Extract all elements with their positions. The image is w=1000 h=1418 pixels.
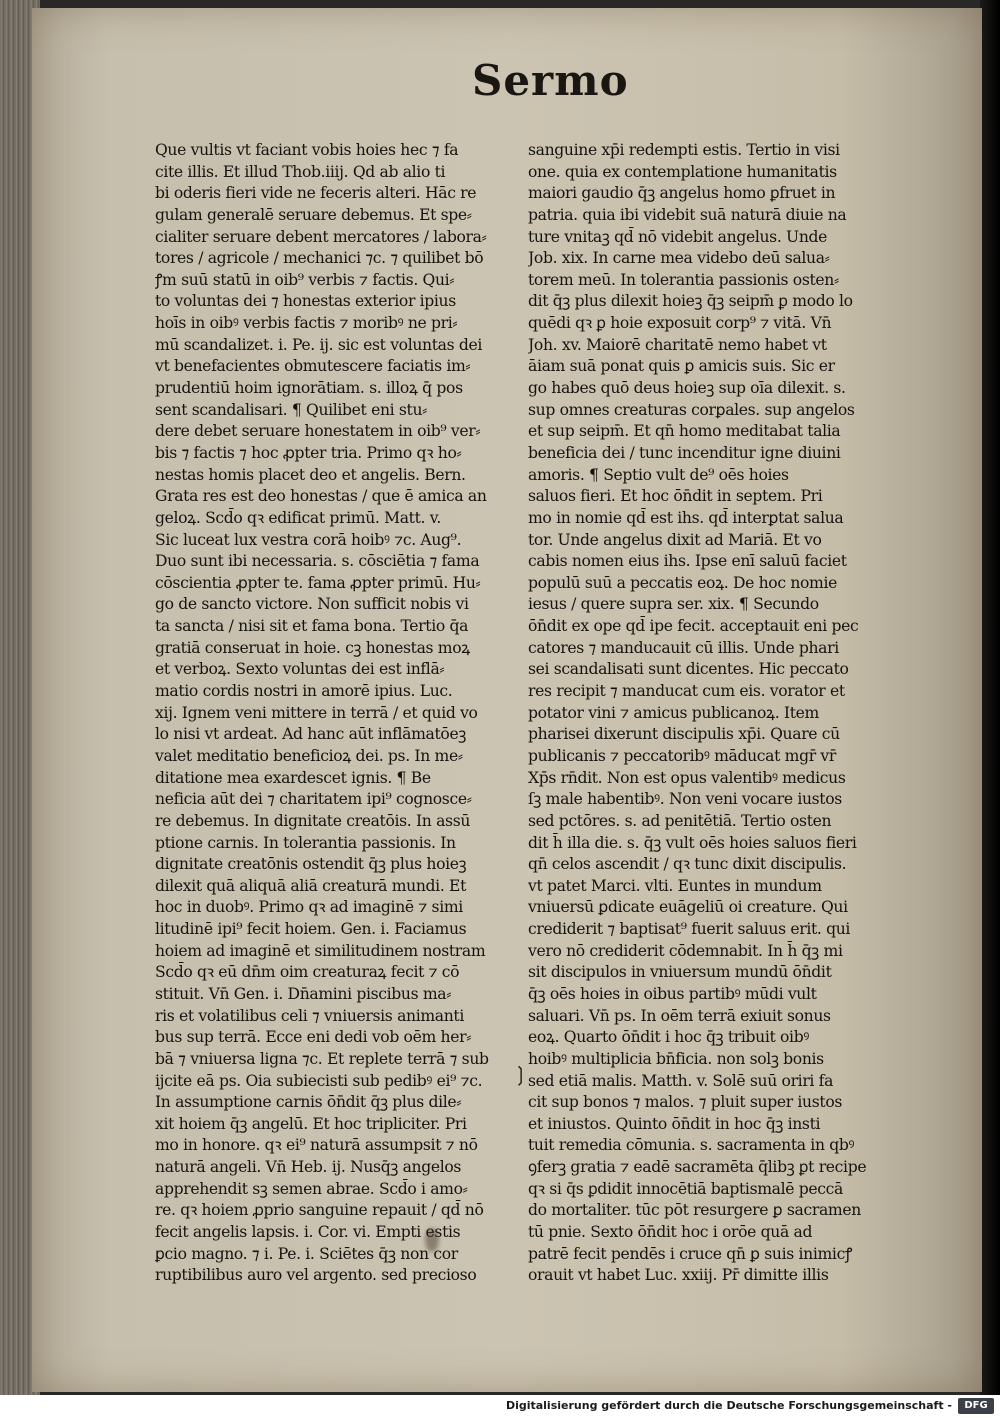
- text-line: dignitate creatōnis ostendit q̄ꝫ plus hoieꝫ: [155, 855, 467, 874]
- text-line: et iniustos. Quinto ōn̄dit in hoc q̄ꝫ insti: [528, 1114, 821, 1133]
- text-line: orauit vt habet Luc. xxiij. Pr̄ dimitte illis: [528, 1266, 829, 1285]
- text-line: bis ⁊ factis ⁊ hoc ꝓpter tria. Primo qꝛ ho⸗: [155, 443, 462, 462]
- text-line: patrē fecit pendēs i cruce qn̄ ꝑ suis inimicꝭ: [528, 1244, 852, 1263]
- text-line: nestas homis placet deo et angelis. Bern.: [155, 465, 466, 484]
- text-line: do mortaliter. tūc pōt resurgere ꝑ sacramen: [528, 1201, 861, 1220]
- text-line: et sup seipm̄. Et qn̄ homo meditabat talia: [528, 422, 841, 441]
- text-line: sanguine xp̄i redempti estis. Tertio in visi: [528, 141, 840, 159]
- text-line: Duo sunt ibi necessaria. s. cōsciētia ⁊ fama: [155, 552, 480, 571]
- text-line: sent scandalisari. ¶ Quilibet eni stu⸗: [155, 400, 428, 419]
- text-line: stituit. Vn̄ Gen. i. Dn̄amini piscibus ma⸗: [155, 984, 452, 1003]
- text-line: publicanis ⁊ peccatoribꝰ māducat mgr̄ vr̄: [528, 746, 837, 765]
- text-line: eoꝝ. Quarto ōn̄dit i hoc q̄ꝫ tribuit oibꝰ: [528, 1028, 809, 1047]
- text-line: bi oderis fieri vide ne feceris alteri. Hāc re: [155, 184, 477, 203]
- text-line: patria. quia ibi videbit suā naturā diuie na: [528, 205, 847, 224]
- text-line: cit sup bonos ⁊ malos. ⁊ pluit super iustos: [528, 1093, 843, 1112]
- text-line: mo in nomie qd̄ est ihs. qd̄ interꝑtat salua: [528, 508, 844, 527]
- text-line: cōscientia ꝓpter te. fama ꝓpter primū. Hu⸗: [155, 573, 481, 592]
- text-line: pharisei dixerunt discipulis xp̄i. Quare cū: [528, 725, 840, 744]
- text-line: Joh. xv. Maiorē charitatē nemo habet vt: [528, 335, 827, 354]
- text-line: maiori gaudio q̄ꝫ angelus homo ꝑfruet in: [528, 184, 836, 203]
- text-line: cialiter seruare debent mercatores / labora⸗: [155, 227, 487, 246]
- text-line: bus sup terrā. Ecce eni dedi vob oēm her⸗: [155, 1028, 472, 1047]
- text-line: ture vnitaꝫ qd̄ nō videbit angelus. Unde: [528, 227, 828, 246]
- text-line: sed etiā malis. Matth. v. Solē suū oriri fa: [528, 1071, 834, 1090]
- text-line: fecit angelis lapsis. i. Cor. vi. Empti estis: [155, 1223, 461, 1242]
- text-line: hoc in duobꝰ. Primo qꝛ ad imaginē ⁊ simi: [155, 898, 463, 917]
- text-line: go habes quō deus hoieꝫ sup oīa dilexit. s.: [528, 379, 846, 398]
- text-line: Job. xix. In carne mea videbo deū salua⸗: [528, 249, 830, 268]
- text-line: vero nō crediderit cōdemnabit. In h̄ q̄ꝫ mi: [528, 941, 843, 960]
- ink-stain: [425, 1228, 439, 1252]
- text-line: sei scandalisati sunt dicentes. Hic peccato: [528, 660, 849, 679]
- text-line: mū scandalizet. i. Pe. ij. sic est voluntas dei: [155, 335, 482, 354]
- text-line: geloꝝ. Scd̄o qꝛ edificat primū. Matt. v.: [155, 508, 441, 527]
- text-line: res recipit ⁊ manducat cum eis. vorator et: [528, 682, 845, 701]
- text-line: ris et volatilibus celi ⁊ vniuersis animanti: [155, 1006, 464, 1025]
- text-line: crediderit ⁊ baptisat⁹ fuerit saluus erit. qui: [528, 920, 851, 939]
- text-line: beneficia dei / tunc incenditur igne diuini: [528, 443, 841, 462]
- text-column-right: [528, 140, 878, 1287]
- text-line: ruptibilibus auro vel argento. sed precioso: [155, 1266, 477, 1285]
- text-line: ditatione mea exardescet ignis. ¶ Be: [155, 768, 431, 787]
- dfg-logo: DFG: [958, 1398, 994, 1414]
- text-line: catores ⁊ manducauit cū illis. Unde phari: [528, 638, 839, 657]
- text-line: re. qꝛ hoiem ꝓprio sanguine repauit / qd̄ nō: [155, 1201, 484, 1220]
- text-line: ꝑcio magno. ⁊ i. Pe. i. Sciētes q̄ꝫ non cor: [155, 1244, 458, 1263]
- text-line: q̄ꝫ oēs hoies in oibus partibꝰ mūdi vult: [528, 984, 817, 1003]
- text-line: ijcite eā ps. Oia subiecisti sub pedibꝰ ei⁹ ⁊c.: [155, 1071, 483, 1090]
- text-line: bā ⁊ vniuersa ligna ⁊c. Et replete terrā ⁊ sub: [155, 1049, 489, 1068]
- text-line: qn̄ celos ascendit / qꝛ tunc dixit discipulis.: [528, 855, 847, 874]
- text-line: gratiā conseruat in hoie. cꝫ honestas moꝝ: [155, 638, 470, 657]
- text-line: dit h̄ illa die. s. q̄ꝫ vult oēs hoies saluos fieri: [528, 833, 857, 852]
- text-line: gulam generalē seruare debemus. Et spe⸗: [155, 205, 472, 224]
- text-line: sed pctōres. s. ad penitētiā. Tertio osten: [528, 811, 832, 830]
- text-line: ta sancta / nisi sit et fama bona. Tertio q̄a: [155, 617, 469, 636]
- text-line: matio cordis nostri in amorē ipius. Luc.: [155, 682, 453, 701]
- text-line: re debemus. In dignitate creatōis. In assū: [155, 811, 471, 830]
- text-line: xij. Ignem veni mittere in terrā / et quid vo: [155, 703, 478, 722]
- text-line: ōn̄dit ex ope qd̄ ipe fecit. acceptauit eni pec: [528, 617, 859, 636]
- text-line: tū pnie. Sexto ōn̄dit hoc i orōe quā ad: [528, 1223, 813, 1242]
- text-line: saluari. Vn̄ ps. In oēm terrā exiuit sonus: [528, 1006, 831, 1025]
- text-line: iesus / quere supra ser. xix. ¶ Secundo: [528, 595, 819, 614]
- text-line: Que vultis vt faciant vobis hoies hec ⁊ fa: [155, 141, 459, 159]
- text-line: dit q̄ꝫ plus dilexit hoieꝫ q̄ꝫ seipm̄ ꝑ modo lo: [528, 292, 853, 311]
- text-line: cabis nomen eius ihs. Ipse enī saluū faciet: [528, 552, 847, 571]
- text-line: saluos fieri. Et hoc ōn̄dit in septem. Pri: [528, 487, 823, 506]
- text-line: Xp̄s rn̄dit. Non est opus valentibꝰ medicus: [528, 768, 846, 787]
- text-line: qꝛ si q̄s ꝑdidit innocētiā baptismalē peccā: [528, 1179, 843, 1198]
- text-line: et verboꝝ. Sexto voluntas dei est inflā⸗: [155, 660, 445, 679]
- text-line: neficia aūt dei ⁊ charitatem ipi⁹ cognosce⸗: [155, 790, 472, 809]
- text-line: Grata res est deo honestas / que ē amica an: [155, 487, 487, 506]
- text-line: valet meditatio beneficioꝝ dei. ps. In me⸗: [155, 746, 463, 765]
- text-line: potator vini ⁊ amicus publicanoꝝ. Item: [528, 703, 819, 722]
- text-line: ptione carnis. In tolerantia passionis. In: [155, 833, 456, 852]
- text-line: one. quia ex contemplatione humanitatis: [528, 162, 837, 181]
- text-line: xit hoiem q̄ꝫ angelū. Et hoc tripliciter. Pri: [155, 1114, 467, 1133]
- text-line: torem meū. In tolerantia passionis osten⸗: [528, 270, 839, 289]
- text-line: tuit remedia cōmunia. s. sacramenta in qbꝰ: [528, 1136, 855, 1155]
- footer-bar: [0, 1395, 1000, 1418]
- text-line: tores / agricole / mechanici ⁊c. ⁊ quilibet bō: [155, 249, 484, 268]
- text-line: In assumptione carnis ōn̄dit q̄ꝫ plus dile⸗: [155, 1093, 462, 1112]
- text-line: sit discipulos in vniuersum mundū ōn̄dit: [528, 963, 832, 982]
- text-line: Sic luceat lux vestra corā hoibꝰ ⁊c. Aug⁹.: [155, 530, 462, 549]
- text-line: lo nisi vt ardeat. Ad hanc aūt inflāmatōeꝫ: [155, 725, 466, 744]
- text-line: Scd̄o qꝛ eū dn̄m oim creaturaꝝ fecit ⁊ cō: [155, 963, 460, 982]
- text-line: cite illis. Et illud Thob.iiij. Qd ab alio ti: [155, 162, 446, 181]
- book-right-shadow: [980, 0, 1000, 1395]
- text-column-left: [155, 140, 510, 1287]
- margin-mark: ❳: [512, 1062, 529, 1086]
- text-line: tor. Unde angelus dixit ad Mariā. Et vo: [528, 530, 822, 549]
- text-line: vt benefacientes obmutescere faciatis im⸗: [155, 357, 471, 376]
- text-line: vniuersū ꝑdicate euāgeliū oi creature. Qui: [528, 898, 848, 917]
- text-line: populū suū a peccatis eoꝝ. De hoc nomie: [528, 573, 838, 592]
- text-line: ſꝫ male habentibꝰ. Non veni vocare iustos: [528, 790, 842, 809]
- text-line: naturā angeli. Vn̄ Heb. ij. Nusq̄ꝫ angelos: [155, 1158, 462, 1177]
- text-line: quēdi qꝛ ꝑ hoie exposuit corp⁹ ⁊ vitā. Vn̄: [528, 314, 832, 333]
- text-line: dilexit quā aliquā aliā creaturā mundi. Et: [155, 876, 466, 895]
- text-line: to voluntas dei ⁊ honestas exterior ipius: [155, 292, 456, 311]
- text-line: sup omnes creaturas corꝑales. sup angelos: [528, 400, 855, 419]
- text-line: ꝭm suū statū in oib⁹ verbis ⁊ factis. Qui⸗: [155, 270, 455, 289]
- running-head: Sermo: [472, 56, 629, 105]
- text-line: mo in honore. qꝛ ei⁹ naturā assumpsit ⁊ nō: [155, 1136, 478, 1155]
- text-line: vt patet Marci. vlti. Euntes in mundum: [528, 876, 822, 895]
- text-line: litudinē ipi⁹ fecit hoiem. Gen. i. Faciamus: [155, 920, 467, 939]
- funding-credit: Digitalisierung gefördert durch die Deutsche Forschungsgemeinschaft -: [505, 1399, 952, 1412]
- text-line: hoiem ad imaginē et similitudinem nostram: [155, 941, 486, 960]
- text-line: prudentiū hoim ignorātiam. s. illoꝝ q̄ pos: [155, 379, 463, 398]
- text-line: go de sancto victore. Non sufficit nobis vi: [155, 595, 469, 614]
- text-line: hoibꝰ multiplicia bn̄ficia. non solꝫ bonis: [528, 1049, 824, 1068]
- text-line: dere debet seruare honestatem in oib⁹ ver⸗: [155, 422, 481, 441]
- text-line: āiam suā ponat quis ꝑ amicis suis. Sic er: [528, 357, 835, 376]
- text-line: ꝯferꝫ gratia ⁊ eadē sacramēta q̄libꝫ ꝑt recipe: [528, 1158, 867, 1177]
- text-line: hoīs in oibꝰ verbis factis ⁊ moribꝰ ne pri⸗: [155, 314, 458, 333]
- text-line: amoris. ¶ Septio vult de⁹ oēs hoies: [528, 465, 789, 484]
- text-line: apprehendit sꝫ semen abrae. Scd̄o i amo⸗: [155, 1179, 468, 1198]
